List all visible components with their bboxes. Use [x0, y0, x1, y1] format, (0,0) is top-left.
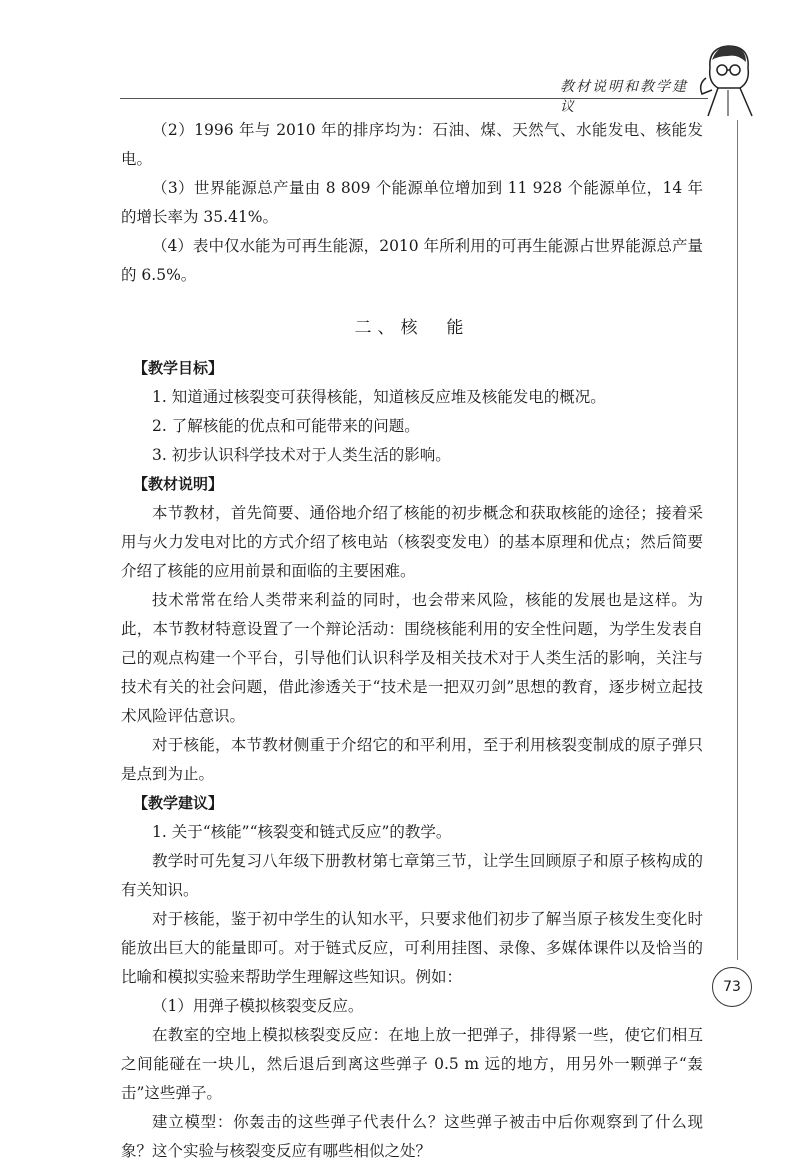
page-number: 73 — [712, 967, 752, 1007]
paragraph: （4）表中仅水能为可再生能源，2010 年所利用的可再生能源占世界能源总产量的 6.5%。 — [121, 237, 703, 284]
suggestions-heading: 【教学建议】 — [133, 794, 224, 812]
goal-item: 2. 了解核能的优点和可能带来的问题。 — [152, 417, 420, 435]
goal-item: 1. 知道通过核裂变可获得核能，知道核反应堆及核能发电的概况。 — [152, 388, 606, 406]
suggestion-item: （1）用弹子模拟核裂变反应。 — [152, 997, 364, 1015]
header-divider — [120, 98, 708, 99]
paragraph: 教学时可先复习八年级下册教材第七章第三节，让学生回顾原子和原子核构成的有关知识。 — [121, 852, 703, 899]
paragraph: 对于核能，本节教材侧重于介绍它的和平利用，至于利用核裂变制成的原子弹只是点到为止。 — [121, 736, 703, 783]
explanation-heading: 【教材说明】 — [133, 475, 224, 493]
page-body — [121, 116, 703, 1166]
paragraph: 对于核能，鉴于初中学生的认知水平，只要求他们初步了解当原子核发生变化时能放出巨大的能量即可。对于链式反应，可利用挂图、录像、多媒体课件以及恰当的比喻和模拟实验来帮助学生理解这些知识。例如： — [121, 910, 703, 986]
paragraph: （2）1996 年与 2010 年的排序均为：石油、煤、天然气、水能发电、核能发电。 — [121, 121, 703, 168]
running-header: 教材说明和教学建议 — [560, 79, 688, 115]
paragraph: 技术常常在给人类带来利益的同时，也会带来风险，核能的发展也是这样。为此，本节教材特意设置了一个辩论活动：围绕核能利用的安全性问题，为学生发表自己的观点构建一个平台，引导他们认识科学及相关技术对于人类生活的影响，关注与技术有关的社会问题，借此渗透关于“技术是一把双刃剑”思想的教育，逐步树立起技术风险评估意识。 — [121, 591, 703, 725]
section-title: 二、核 能 — [354, 318, 470, 338]
paragraph: 在教室的空地上模拟核裂变反应：在地上放一把弹子，排得紧一些，使它们相互之间能碰在一块儿，然后退后到离这些弹子 0.5 m 远的地方，用另外一颗弹子“轰击”这些弹子。 — [121, 1026, 703, 1102]
goals-heading: 【教学目标】 — [133, 359, 224, 377]
suggestion-subheading: 1. 关于“核能”“核裂变和链式反应”的教学。 — [152, 823, 452, 841]
side-margin-rule — [737, 120, 738, 960]
paragraph: （3）世界能源总产量由 8 809 个能源单位增加到 11 928 个能源单位，14 年的增长率为 35.41%。 — [121, 179, 703, 226]
goal-item: 3. 初步认识科学技术对于人类生活的影响。 — [152, 446, 451, 464]
paragraph: 建立模型：你轰击的这些弹子代表什么？这些弹子被击中后你观察到了什么现象？这个实验与核裂变反应有哪些相似之处？ — [121, 1113, 703, 1160]
thinker-illustration — [688, 38, 768, 124]
paragraph: 本节教材，首先简要、通俗地介绍了核能的初步概念和获取核能的途径；接着采用与火力发电对比的方式介绍了核电站（核裂变发电）的基本原理和优点；然后简要介绍了核能的应用前景和面临的主要困难。 — [121, 504, 703, 580]
